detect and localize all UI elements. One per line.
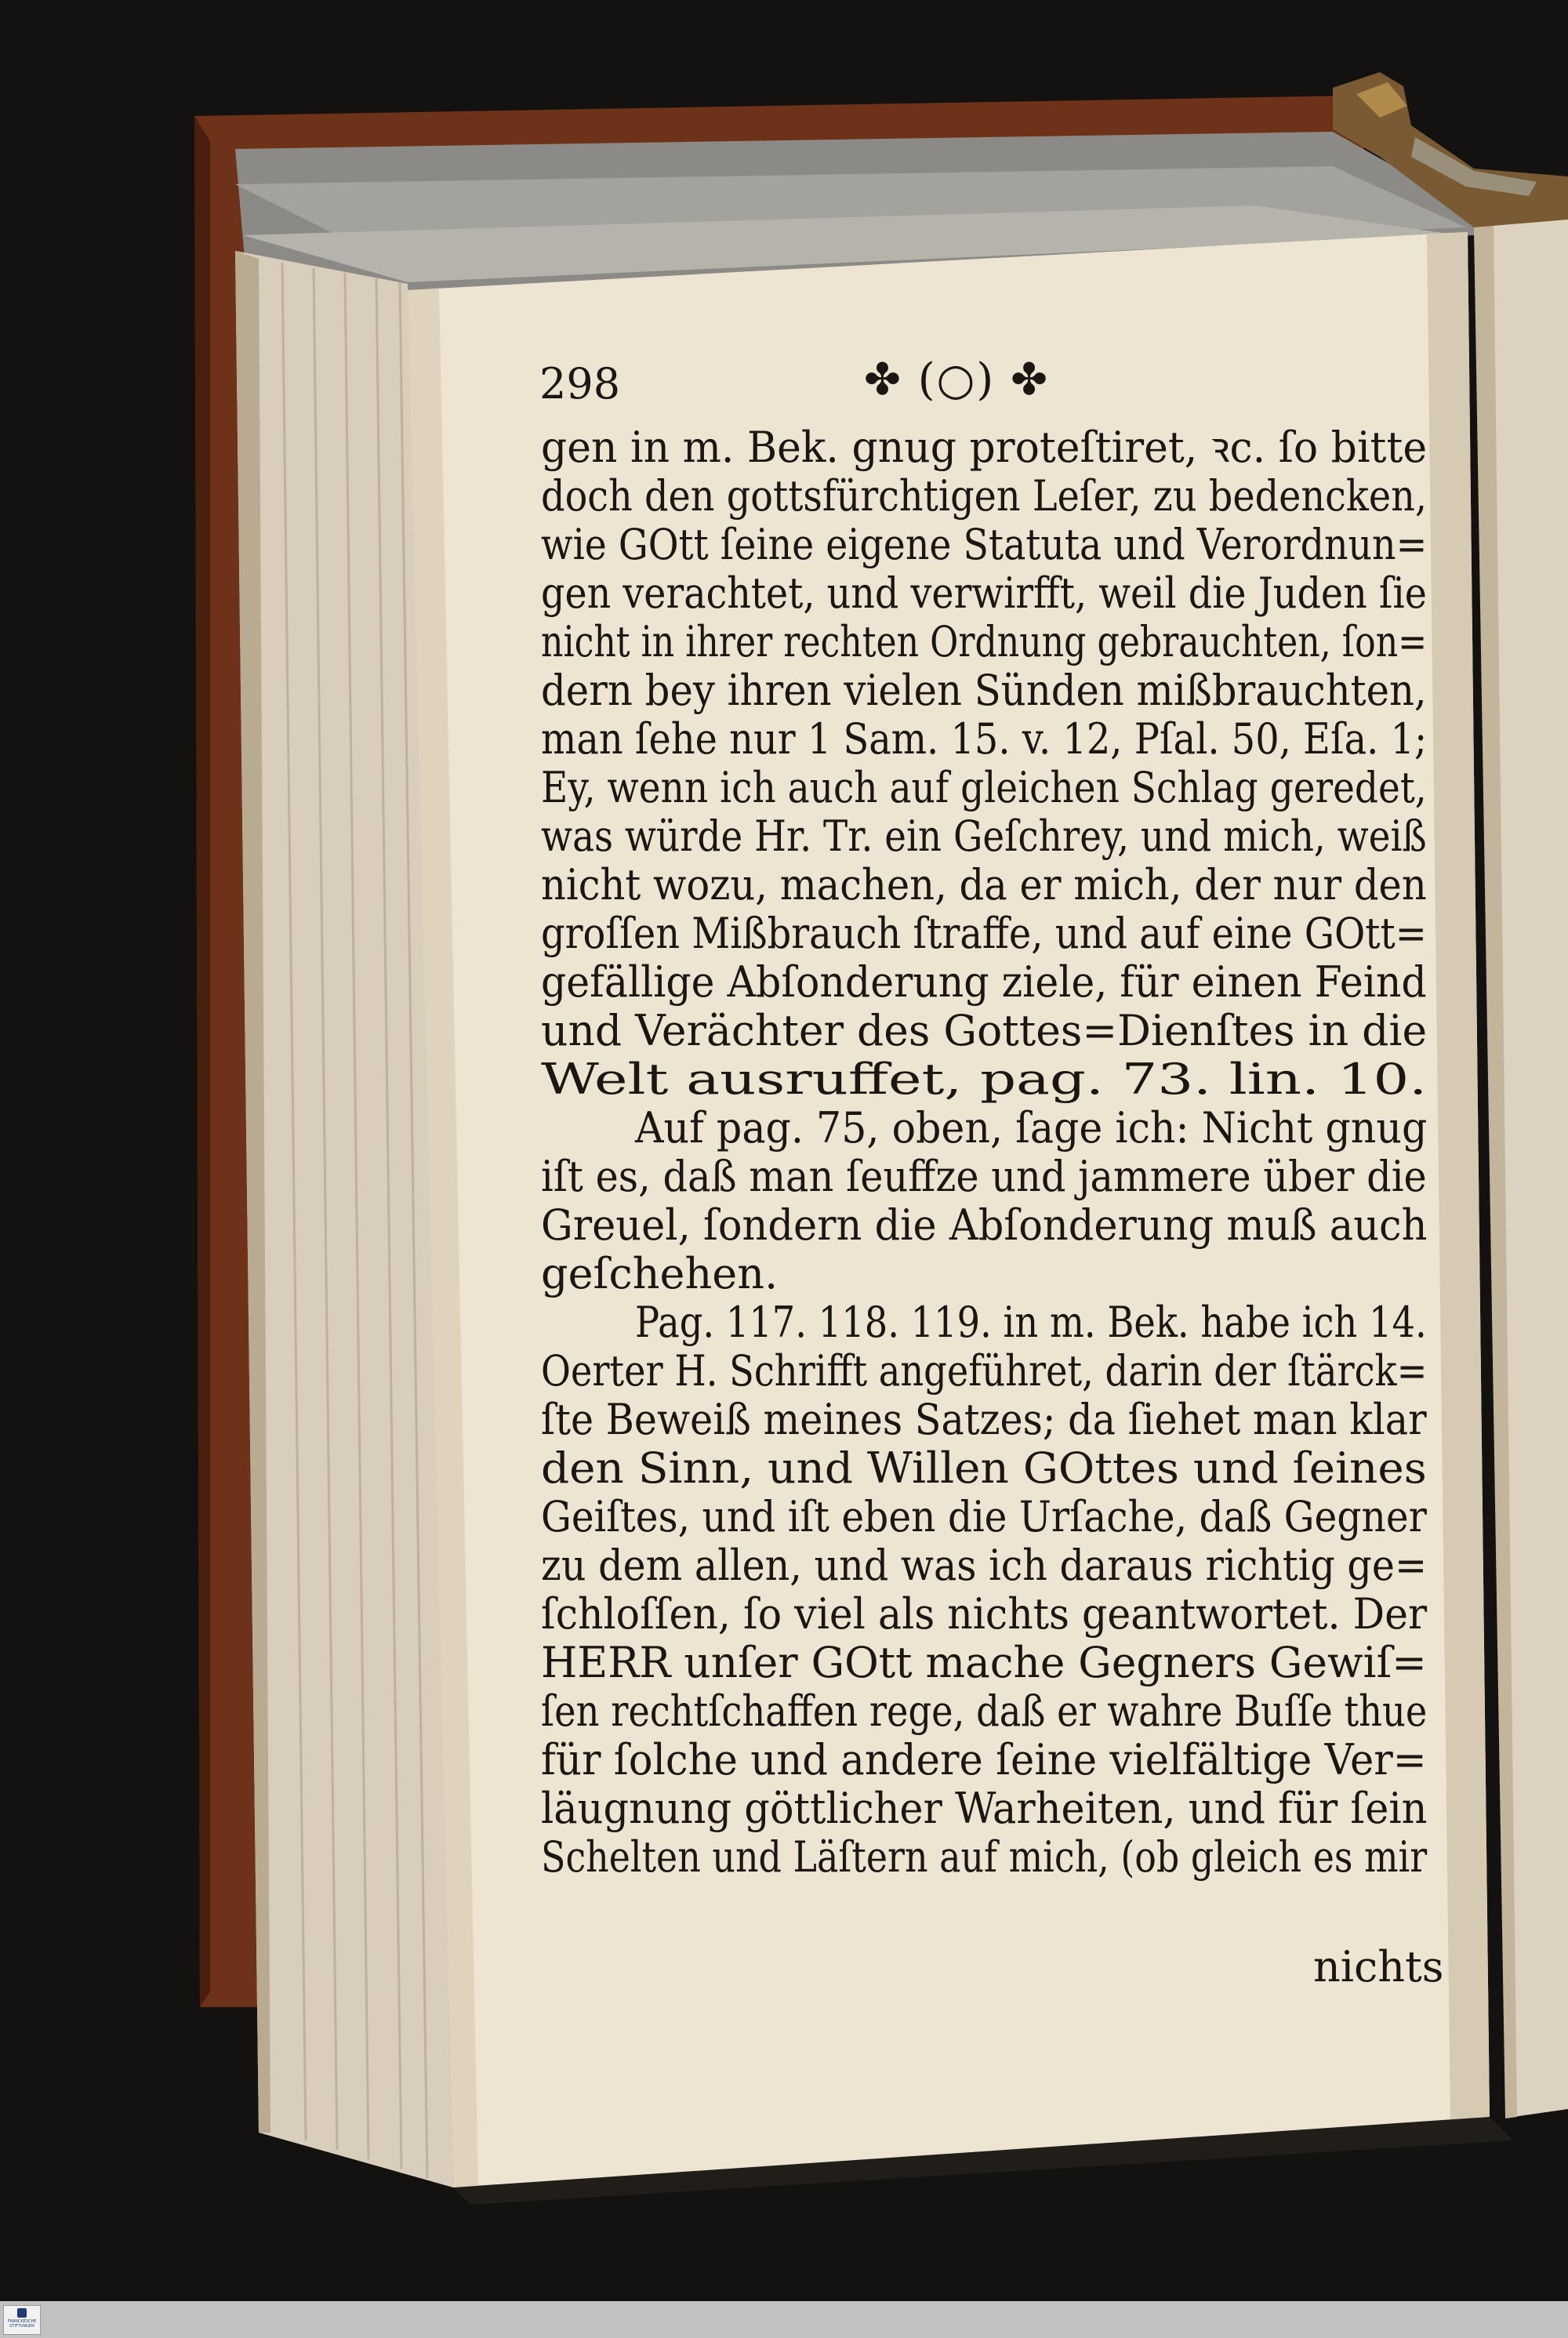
viewer-footer-bar [0, 2301, 1568, 2338]
text-line: nicht in ihrer rechten Ordnung gebrauchten, ſon= [541, 617, 1428, 666]
text-line: Greuel, ſondern die Abſonderung muß auch [541, 1200, 1428, 1250]
text-line: nicht wozu, machen, da er mich, der nur den [541, 860, 1427, 909]
text-line: Oerter H. Schrifft angeführet, darin der ſtärck= [541, 1346, 1428, 1396]
text-line: Auf pag. 75, oben, ſage ich: Nicht gnug [635, 1103, 1428, 1153]
text-line: gen in m. Bek. gnug proteſtiret, ꝛc. ſo bitte [541, 423, 1428, 472]
logo-icon [17, 2308, 27, 2318]
text-line: doch den gottsfürchtigen Leſer, zu bedencken, [541, 471, 1428, 521]
text-line: groſſen Mißbrauch ſtraffe, und auf eine GOtt= [541, 909, 1427, 958]
text-line: dern bey ihren vielen Sünden mißbrauchten, [541, 666, 1427, 715]
text-line: zu dem allen, und was ich daraus richtig ge= [541, 1541, 1428, 1590]
logo-text: FRANCKESCHE STIFTUNGEN [7, 2319, 37, 2329]
text-line: was würde Hr. Tr. ein Geſchrey, und mich, weiß [541, 811, 1427, 861]
text-line: gen verachtet, und verwirfft, weil die Juden ſie [541, 568, 1427, 618]
page-number: 298 [539, 359, 621, 408]
institution-logo [3, 2305, 41, 2335]
text-line: Ey, wenn ich auch auf gleichen Schlag geredet, [541, 763, 1427, 812]
text-line: läugnung göttlicher Warheiten, und für ſein [541, 1784, 1428, 1833]
text-line: gefällige Abſonderung ziele, für einen Feind [541, 957, 1427, 1007]
text-line: und Verächter des Gottes=Dienſtes in die [541, 1006, 1428, 1055]
text-line: Geiſtes, und iſt eben die Urſache, daß Gegner [541, 1492, 1427, 1541]
catchword: nichts [1313, 1942, 1444, 1991]
text-line: ſen rechtſchaffen rege, daß er wahre Buſſe thue [541, 1686, 1428, 1736]
text-line: den Sinn, und Willen GOttes und ſeines [541, 1443, 1427, 1493]
text-line: Schelten und Läſtern auf mich, (ob gleich es mir [541, 1832, 1428, 1882]
text-line: Welt ausruffet, pag. 73. lin. 10. [541, 1055, 1428, 1104]
text-line: ſchloſſen, ſo viel als nichts geantwortet. Der [541, 1589, 1428, 1639]
text-line: man ſehe nur 1 Sam. 15. v. 12, Pſal. 50, Eſa. 1; [541, 714, 1428, 764]
text-line: HERR unſer GOtt mache Gegners Gewiſ= [541, 1638, 1427, 1687]
text-line: iſt es, daß man ſeuffze und jammere über die [541, 1152, 1427, 1201]
text-line: für ſolche und andere ſeine vielfältige Ver= [541, 1735, 1427, 1784]
text-line: Pag. 117. 118. 119. in m. Bek. habe ich 14. [635, 1298, 1427, 1347]
text-line: geſchehen. [541, 1249, 779, 1298]
text-line: wie GOtt ſeine eigene Statuta und Verordnun= [541, 520, 1428, 569]
headpiece-ornament: ✤ (○) ✤ [863, 354, 1049, 405]
text-line: ſte Beweiß meines Satzes; da ſiehet man klar [541, 1395, 1427, 1444]
